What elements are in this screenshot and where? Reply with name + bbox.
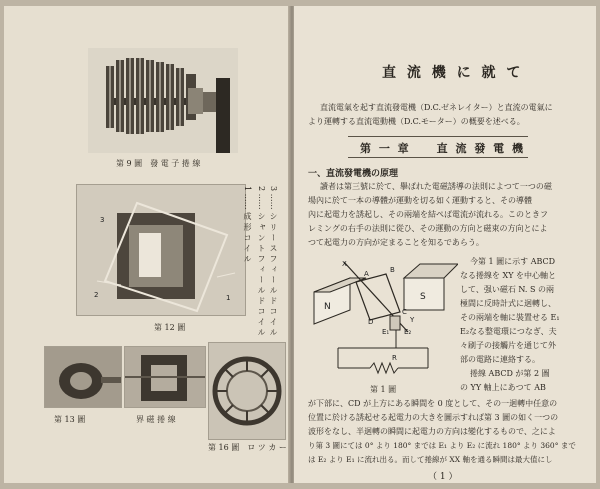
fig12-legend-3: 3 …… シ リ ー ス フ ィ ー ル ド コ イ ル — [269, 186, 278, 337]
side-line-4: 極間に反時計式に迴轉し、 — [460, 299, 556, 308]
fig1-label-s: S — [420, 292, 426, 302]
fig12-number-3: 3 — [100, 216, 105, 224]
armature-photo — [88, 48, 238, 153]
field-winding-drawing — [125, 347, 205, 407]
body-line-5: つて起電力の方向が定まることを知るであらう。 — [308, 238, 484, 247]
section-heading: 一、直流發電機の原理 — [308, 169, 399, 179]
fig1-label-a: A — [364, 270, 369, 278]
side-line-7: 々刷子の接觸片を通じて外 — [460, 341, 556, 350]
body-line-1: 讀者は第三號に於て、擧ぱれた電磁誘導の法則によつて一つの磁 — [320, 182, 552, 191]
side-line-1: 今第 1 圖に示す ABCD — [470, 257, 556, 266]
side-line-6: E₂なる整電環につなぎ、夫 — [460, 327, 557, 336]
fig1-label-e1: E₁ — [382, 328, 390, 336]
armature-drawing — [88, 48, 238, 153]
page-number: （ 1 ） — [428, 472, 458, 482]
fig1-label-n: N — [324, 302, 331, 312]
fig9-caption: 第 9 圖 發 電 子 捲 線 — [116, 159, 201, 168]
fig16-caption: 第 16 圖 ロ ツ カ ー — [208, 443, 287, 452]
fig14-photo — [124, 346, 206, 408]
fig1-label-y: Y — [410, 316, 415, 324]
fig16-photo — [208, 342, 286, 440]
fig1-diagram — [308, 256, 458, 382]
side-line-8: 部の電路に連絡する。 — [460, 355, 540, 364]
fig12-legend-1: 1 …… 成 形 コ イ ル — [243, 186, 252, 263]
side-line-5: その兩端を軸に裝置せる E₁ — [460, 313, 560, 322]
intro-line-2: より運轉する直流電動機（D.C.モーター）の概要を述べる。 — [308, 117, 525, 126]
bottom-line-3: 波形をなし、半迴轉の瞬間に起電力の方向は變化するもので、之によ — [308, 427, 556, 436]
right-page — [294, 6, 596, 483]
side-line-10: の YY 軸上にあつて AB — [460, 383, 546, 392]
body-line-4: レミングの右手の法則に從ひ、その運動の方向と磁束の方向とによ — [308, 224, 548, 233]
fig14-caption: 界 磁 捲 線 — [136, 415, 176, 424]
body-line-2: 場內に於て一本の導體が運動を切る如く運動すると、その導體 — [308, 196, 532, 205]
fig1-label-b: B — [390, 266, 395, 274]
rocker-drawing — [209, 343, 285, 439]
fig1-label-e2: E₂ — [404, 328, 412, 336]
chapter-rule-top — [348, 136, 528, 137]
side-line-2: なる捲線を XY を中心軸と — [460, 271, 557, 280]
fig1-caption: 第 1 圖 — [370, 385, 397, 394]
fig12-number-2: 2 — [94, 291, 99, 299]
fig13-caption: 第 13 圖 — [54, 415, 86, 424]
chapter-rule-bottom — [348, 157, 528, 158]
side-line-9: 捲線 ABCD が第 2 圖 — [470, 369, 550, 378]
page-title: 直 流 機 に 就 て — [382, 65, 524, 81]
fig12-number-1: 1 — [226, 294, 231, 302]
fig1-label-r: R — [392, 354, 397, 362]
fig12-legend-2: 2 …… シ ャ ン ト フ ィ ー ル ド コ イ ル — [257, 186, 266, 337]
chapter-heading: 第 一 章 直 流 發 電 機 — [360, 142, 525, 155]
fig13-photo — [44, 346, 122, 408]
bottom-line-5: は E₂ より E₁ に流れ出る。而して捲線が XX 軸を通る瞬間は最大值にし — [308, 455, 553, 464]
body-line-3: 內に起電力を誘起し、その兩端を結ぺば電流が流れる。このときフ — [308, 210, 548, 219]
fig1-label-c: C — [402, 308, 407, 316]
intro-line-1: 直流電氣を起す直流發電機（D.C.ゼネレイター）と直流の電氣に — [320, 103, 553, 112]
ring-coil-drawing — [45, 347, 121, 407]
fig12-caption: 第 12 圖 — [154, 323, 186, 332]
bottom-line-1: が下部に、CD が上方にある瞬間を 0 度として、その一迴轉中任意の — [308, 399, 558, 408]
fig1-label-x: X — [342, 260, 347, 268]
bottom-line-2: 位置に於ける誘起せる起電力の大きを圖示すれば第 3 圖の如く一つの — [308, 413, 559, 422]
field-coil-photo — [76, 184, 246, 316]
field-coil-drawing — [77, 185, 245, 315]
left-page — [4, 6, 290, 483]
bottom-line-4: り第 3 圖にては 0° より 180° までは E₁ より E₂ に流れ 180° より 360° まで — [308, 441, 576, 450]
fig1-label-d: D — [368, 318, 374, 326]
side-line-3: して、强い磁石 N. S の兩 — [460, 285, 554, 294]
